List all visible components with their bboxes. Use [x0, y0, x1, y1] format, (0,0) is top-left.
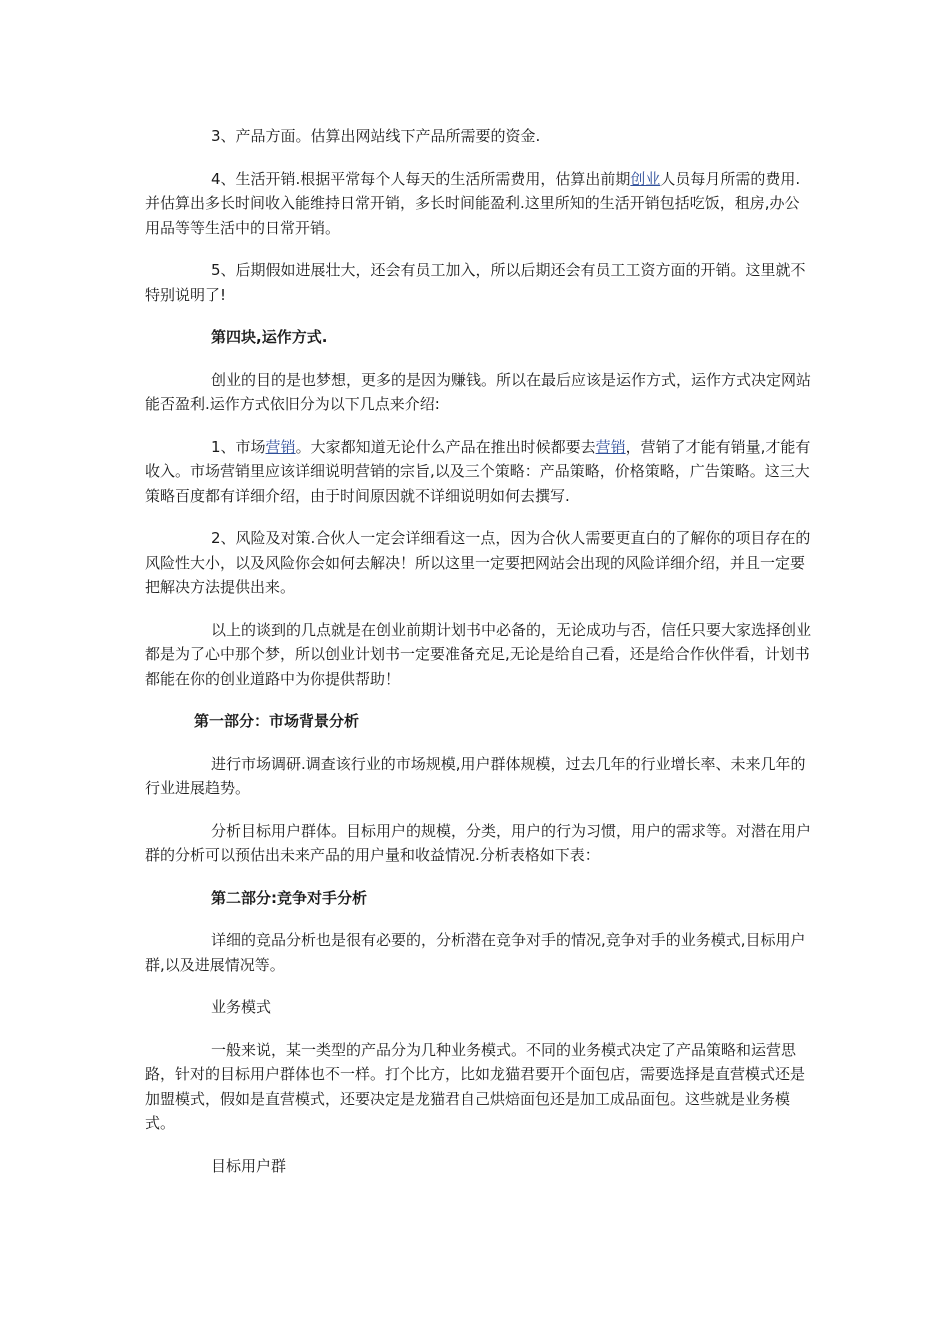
part-1-heading: 第一部分：市场背景分析 [194, 712, 360, 730]
link-yingxiao-2[interactable]: 营销 [595, 437, 626, 456]
link-yingxiao-1[interactable]: 营销 [265, 437, 296, 456]
part-2-heading: 第二部分:竞争对手分析 [211, 888, 367, 907]
part-1-paragraph-2: 分析目标用户群体。目标用户的规模，分类，用户的行为习惯，用户的需求等。对潜在用户群的分析可以预估出未来产品的用户量和收益情况.分析表格如下表： [145, 821, 812, 864]
document-body [145, 124, 813, 1178]
part-2-paragraph-1: 详细的竞品分析也是很有必要的，分析潜在竞争对手的情况,竞争对手的业务模式,目标用户群,以及进展情况等。 [145, 931, 806, 974]
marketing-text-end: ，营销了才能有销量,才能有收入。市场营销里应该详细说明营销的宗旨,以及三个策略：产品策略，价格策略，广告策略。这三大策略百度都有详细介绍，由于时间原因就不详细说明如何去撰写. [145, 437, 811, 505]
subheading-target-users: 目标用户群 [211, 1156, 287, 1175]
paragraph-item-4 [145, 167, 813, 241]
paragraph-marketing [145, 435, 813, 509]
paragraph-item-3: 3、产品方面。估算出网站线下产品所需要的资金. [211, 127, 541, 145]
section-4-heading: 第四块,运作方式. [211, 328, 328, 346]
marketing-text-start: 1、市场 [211, 437, 266, 456]
marketing-text-mid: 。大家都知道无论什么产品在推出时候都要去 [295, 437, 596, 456]
part-2-paragraph-2: 一般来说，某一类型的产品分为几种业务模式。不同的业务模式决定了产品策略和运营思路，针对的目标用户群体也不一样。打个比方，比如龙猫君要开个面包店，需要选择是直营模式还是加盟模式，假如是直营模式，还要决定是龙猫君自己烘焙面包还是加工成品面包。这些就是业务模式。 [145, 1040, 806, 1132]
paragraph-item-5: 5、后期假如进展壮大，还会有员工加入，所以后期还会有员工工资方面的开销。这里就不特别说明了! [145, 261, 806, 304]
paragraph-risk: 2、风险及对策.合伙人一定会详细看这一点，因为合伙人需要更直白的了解你的项目存在的风险性大小，以及风险你会如何去解决！所以这里一定要把网站会出现的风险详细介绍，并且一定要把解决方法提供出来。 [145, 529, 811, 596]
subheading-business-model: 业务模式 [211, 998, 272, 1016]
section-4-intro: 创业的目的是也梦想，更多的是因为赚钱。所以在最后应该是运作方式，运作方式决定网站能否盈利.运作方式依旧分为以下几点来介绍: [145, 370, 812, 413]
link-chuangye[interactable]: 创业 [630, 169, 661, 188]
paragraph-summary: 以上的谈到的几点就是在创业前期计划书中必备的，无论成功与否，信任只要大家选择创业都是为了心中那个梦，所以创业计划书一定要准备充足,无论是给自己看，还是给合作伙伴看，计划书都能在你的创业道路中为你提供帮助！ [145, 620, 812, 688]
part-1-paragraph-1: 进行市场调研.调查该行业的市场规模,用户群体规模，过去几年的行业增长率、未来几年的行业进展趋势。 [145, 754, 806, 797]
item-4-text-end: 人员每月所需的费用.并估算出多长时间收入能维持日常开销，多长时间能盈利.这里所知的生活开销包括吃饭，租房,办公用品等等生活中的日常开销。 [145, 169, 801, 237]
item-4-text-start: 4、生活开销.根据平常每个人每天的生活所需费用，估算出前期 [211, 169, 631, 188]
